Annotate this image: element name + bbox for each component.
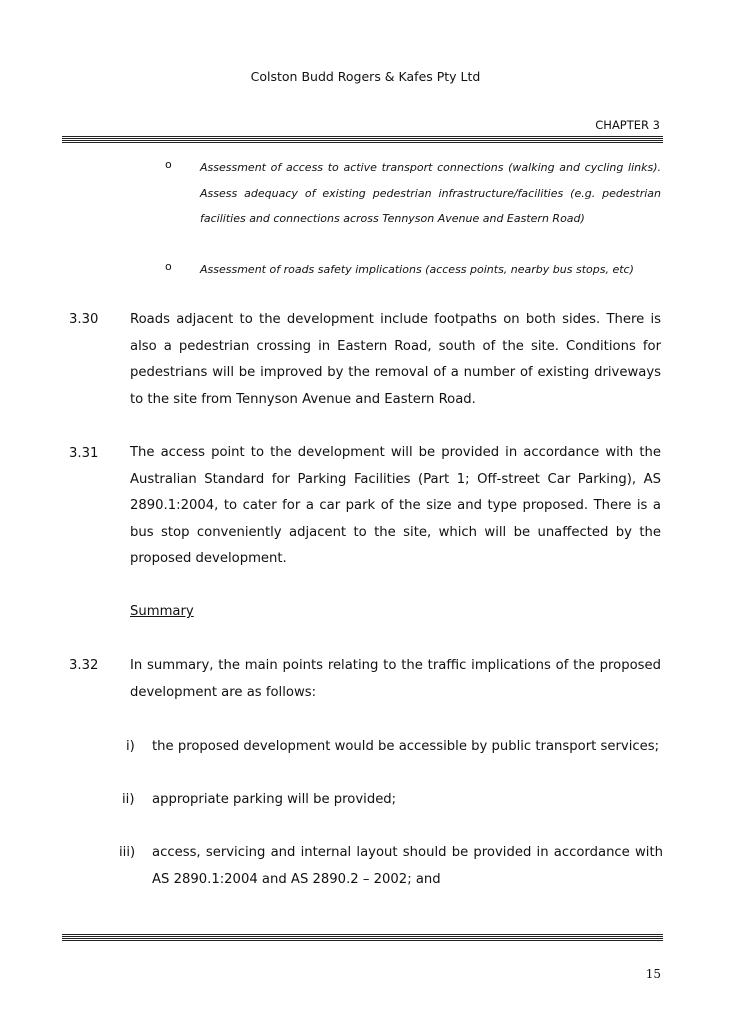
point-text-i: the proposed development would be accessible by public transport services; <box>152 739 660 754</box>
paragraph-text-3-31: The access point to the development will be provided in accordance with the Australian Standard for Parking Facilities (Part 1; Off-street Car Parking), AS 2890.1:2004, to cater for a car park of the size and type proposed. There is a bus stop conveniently adjacent to the site, which will be unaffected by the proposed development. <box>130 445 661 567</box>
chapter-label: CHAPTER 3 <box>595 118 660 132</box>
header-organization: Colston Budd Rogers & Kafes Pty Ltd <box>250 69 481 84</box>
summary-heading: Summary <box>130 604 194 619</box>
paragraph-text-3-32: In summary, the main points relating to the traffic implications of the proposed development are as follows: <box>130 658 661 700</box>
point-text-ii: appropriate parking will be provided; <box>152 792 397 807</box>
paragraph-number-3-32: 3.32 <box>69 658 99 673</box>
footer-rule <box>62 934 663 942</box>
header-rule <box>62 136 663 144</box>
bullet-text-active-transport: Assessment of access to active transport connections (walking and cycling links). Assess adequacy of existing pedestrian infrastructure/facilities (e.g. pedestrian facilities and connections across Tennyson Avenue and Eastern Road) <box>200 161 661 225</box>
page-number: 15 <box>645 967 661 981</box>
bullet-marker: o <box>165 158 172 171</box>
point-number-iii: iii) <box>119 845 136 860</box>
paragraph-number-3-30: 3.30 <box>69 312 99 327</box>
point-number-ii: ii) <box>122 792 135 807</box>
bullet-text-road-safety: Assessment of roads safety implications (access points, nearby bus stops, etc) <box>200 263 634 276</box>
point-text-iii: access, servicing and internal layout should be provided in accordance with AS 2890.1:2004 and AS 2890.2 – 2002; and <box>152 845 663 887</box>
paragraph-number-3-31: 3.31 <box>69 446 99 461</box>
paragraph-text-3-30: Roads adjacent to the development include footpaths on both sides. There is also a pedestrian crossing in Eastern Road, south of the site. Conditions for pedestrians will be improved by the removal of a number of existing driveways to the site from Tennyson Avenue and Eastern Road. <box>130 312 661 407</box>
point-number-i: i) <box>126 739 135 754</box>
bullet-marker: o <box>165 260 172 273</box>
